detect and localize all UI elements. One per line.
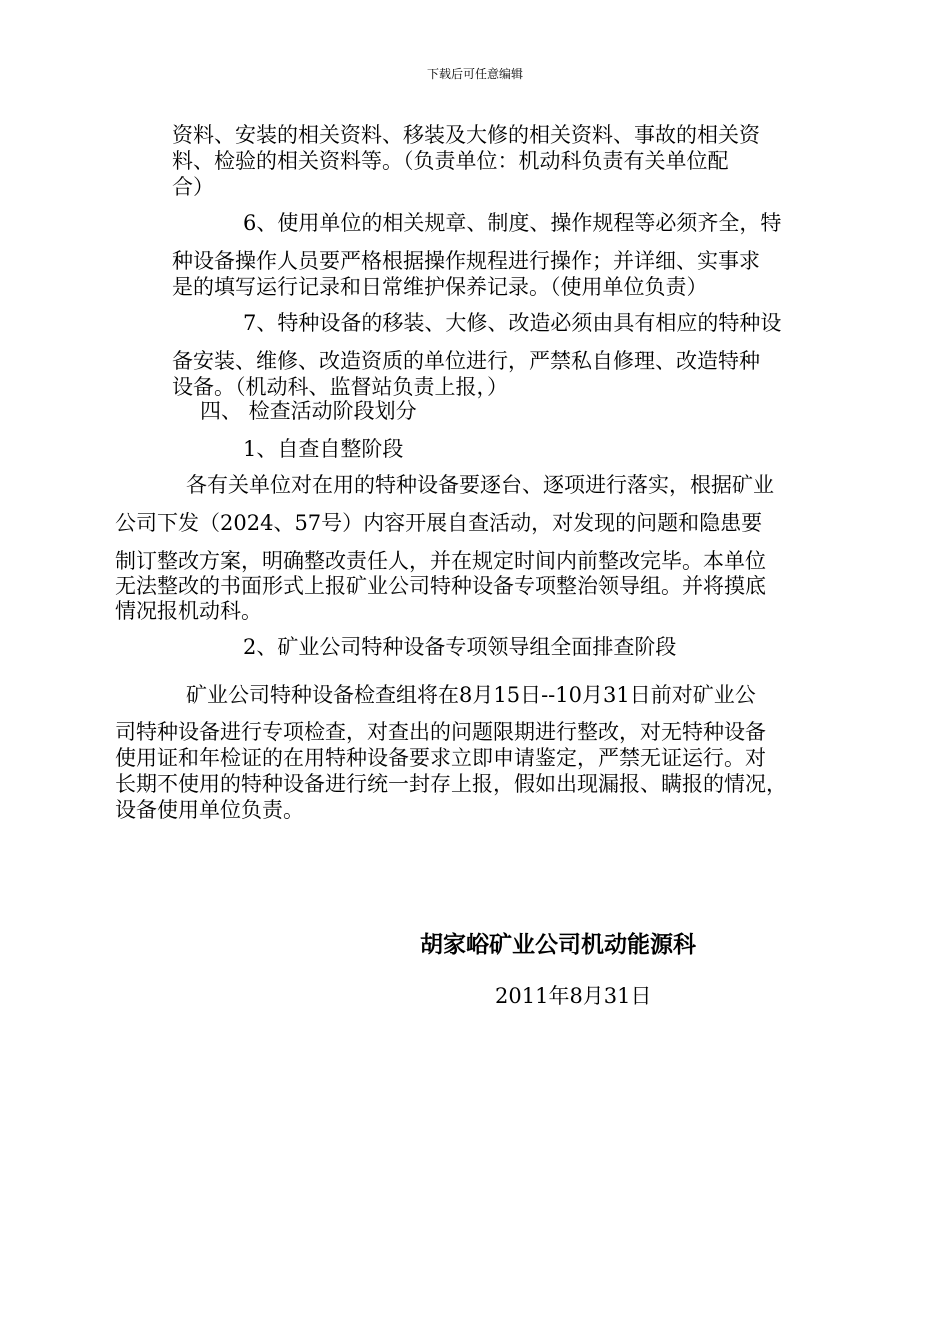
body-line: 情况报机动科。 bbox=[115, 599, 262, 623]
signature-organization: 胡家峪矿业公司机动能源科 bbox=[420, 931, 696, 958]
body-line: 各有关单位对在用的特种设备要逐台、逐项进行落实，根据矿业 bbox=[186, 473, 774, 497]
body-line: 6、使用单位的相关规章、制度、操作规程等必须齐全，特 bbox=[243, 211, 782, 235]
subsection-heading: 2、矿业公司特种设备专项领导组全面排查阶段 bbox=[243, 635, 677, 659]
body-line: 司特种设备进行专项检查，对查出的问题限期进行整改，对无特种设备 bbox=[115, 720, 766, 744]
body-line: 无法整改的书面形式上报矿业公司特种设备专项整治领导组。并将摸底 bbox=[115, 574, 766, 598]
body-line: 资料、安装的相关资料、移装及大修的相关资料、事故的相关资 bbox=[172, 123, 760, 147]
body-line: 矿业公司特种设备检查组将在8月15日--10月31日前对矿业公 bbox=[186, 683, 756, 707]
section-heading: 四、 检查活动阶段划分 bbox=[200, 399, 417, 423]
body-line: 7、特种设备的移装、大修、改造必须由具有相应的特种设 bbox=[243, 311, 782, 335]
body-line: 设备使用单位负责。 bbox=[115, 798, 304, 822]
body-line: 长期不使用的特种设备进行统一封存上报，假如出现漏报、瞒报的情况， bbox=[115, 772, 787, 796]
body-line: 种设备操作人员要严格根据操作规程进行操作；并详细、实事求 bbox=[172, 249, 760, 273]
body-line: 料、检验的相关资料等。（负责单位：机动科负责有关单位配 bbox=[172, 149, 729, 173]
subsection-heading: 1、自查自整阶段 bbox=[243, 437, 404, 461]
body-line: 设备。（机动科、监督站负责上报，） bbox=[172, 375, 508, 399]
body-line: 公司下发（2024、57号）内容开展自查活动，对发现的问题和隐患要 bbox=[115, 511, 763, 535]
body-line: 备安装、维修、改造资质的单位进行，严禁私自修理、改造特种 bbox=[172, 349, 760, 373]
page-header: 下载后可任意编辑 bbox=[426, 67, 523, 81]
body-line: 合） bbox=[172, 175, 214, 199]
body-line: 使用证和年检证的在用特种设备要求立即申请鉴定，严禁无证运行。对 bbox=[115, 746, 766, 770]
body-line: 是的填写运行记录和日常维护保养记录。（使用单位负责） bbox=[172, 275, 708, 299]
signature-date: 2011年8月31日 bbox=[495, 984, 652, 1008]
body-line: 制订整改方案，明确整改责任人，并在规定时间内前整改完毕。本单位 bbox=[115, 549, 766, 573]
